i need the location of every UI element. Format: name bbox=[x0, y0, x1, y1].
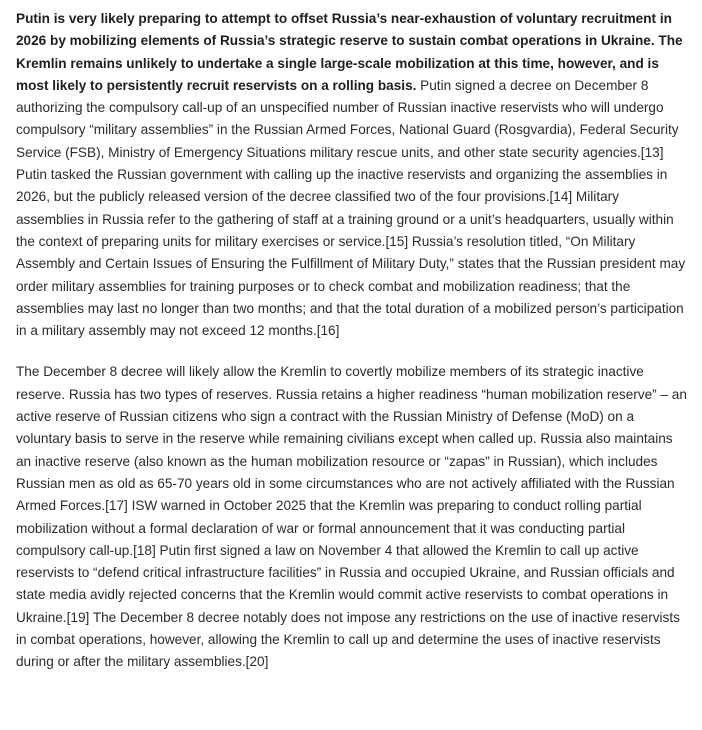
paragraph-1-lead: Putin is very likely preparing to attempt to offset Russia’s near-exhaustion of voluntary recruitment in 2026 by mobilizing elements of Russia’s strategic reserve to sustain combat operations in Ukraine. The Kremlin remains unlikely to undertake a single large-scale mobilization at this time, however, and is most likely to persistently recruit reservists on a rolling basis. bbox=[16, 11, 683, 93]
paragraph-1 bbox=[16, 8, 690, 342]
paragraph-2: The December 8 decree will likely allow the Kremlin to covertly mobilize members of its strategic inactive reserve. Russia has two types of reserves. Russia retains a higher readiness “human mobilization reserve” – an active reserve of Russian citizens who sign a contract with the Russian Ministry of Defense (MoD) on a voluntary basis to serve in the reserve while remaining civilians except when called up. Russia also maintains an inactive reserve (also known as the human mobilization resource or “zapas” in Russian), which includes Russian men as old as 65-70 years old in some circumstances who are not actively affiliated with the Russian Armed Forces.[17] ISW warned in October 2025 that the Kremlin was preparing to conduct rolling partial mobilization without a formal declaration of war or formal announcement that it was conducting partial compulsory call-up.[18] Putin first signed a law on November 4 that allowed the Kremlin to call up active reservists to “defend critical infrastructure facilities” in Russia and occupied Ukraine, and Russian officials and state media avidly rejected concerns that the Kremlin would commit active reservists to combat operations in Ukraine.[19] The December 8 decree notably does not impose any restrictions on the use of inactive reservists in combat operations, however, allowing the Kremlin to call up and determine the uses of inactive reservists during or after the military assemblies.[20] bbox=[16, 364, 687, 670]
paragraph-1-body: Putin signed a decree on December 8 authorizing the compulsory call-up of an unspecified number of Russian inactive reservists who will undergo compulsory “military assemblies” in the Russian Armed Forces, National Guard (Rosgvardia), Federal Security Service (FSB), Ministry of Emergency Situations military rescue units, and other state security agencies.[13] Putin tasked the Russian government with calling up the inactive reservists and organizing the assemblies in 2026, but the publicly released version of the decree classified two of the four provisions.[14] Military assemblies in Russia refer to the gathering of staff at a training ground or a unit’s headquarters, usually within the context of preparing units for military exercises or service.[15] Russia’s resolution titled, “On Military Assembly and Certain Issues of Ensuring the Fulfillment of Military Duty,” states that the Russian president may order military assemblies for training purposes or to check combat and mobilization readiness; that the assemblies may last no longer than two months; and that the total duration of a mobilized person’s participation in a military assembly may not exceed 12 months.[16] bbox=[16, 77, 686, 339]
